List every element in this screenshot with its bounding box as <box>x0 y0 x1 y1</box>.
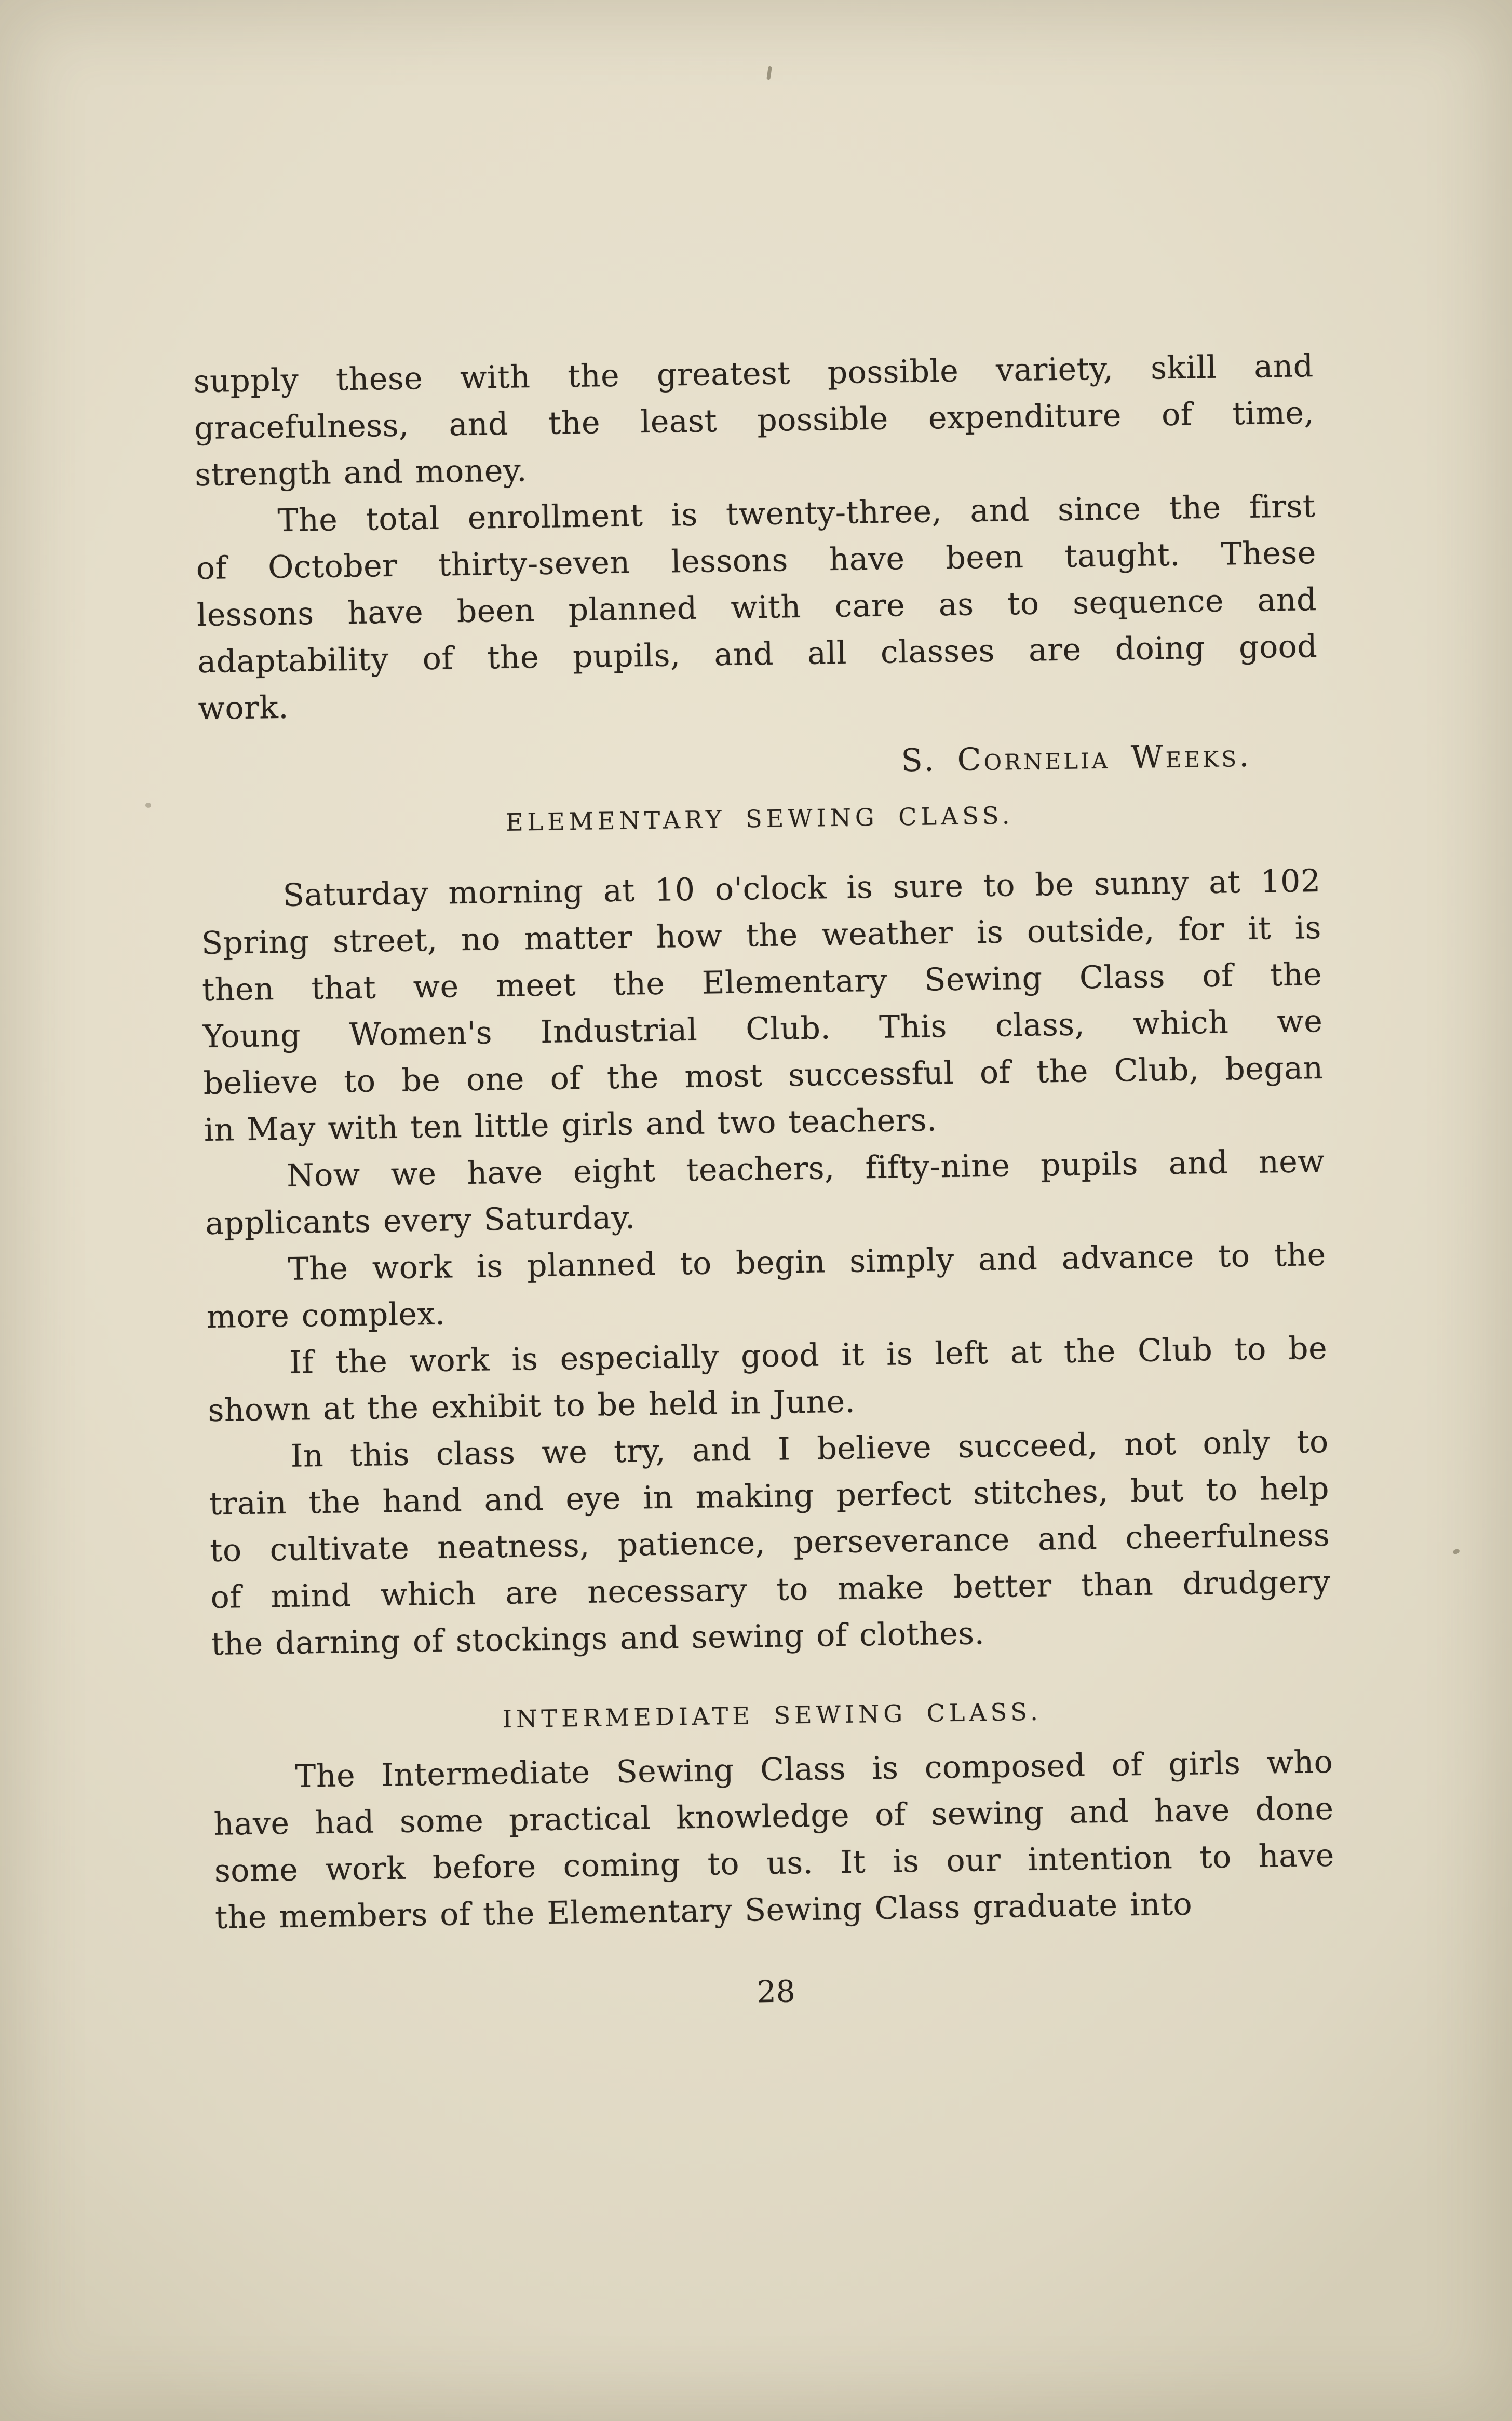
text-block <box>188 0 1342 2421</box>
paragraph <box>206 1232 1327 1341</box>
text-line: the members of the Elementary Sewing Class graduate into <box>214 1886 1193 1936</box>
text-line: Spring street, no matter how the weather is outside, for it is <box>201 909 1322 962</box>
section-heading-elementary: ELEMENTARY SEWING CLASS. <box>505 801 1014 836</box>
text-line: shown at the exhibit to be held in June. <box>208 1383 856 1429</box>
paragraph <box>195 483 1318 732</box>
paragraph <box>208 1418 1331 1668</box>
scan-speck <box>1452 1548 1460 1555</box>
paragraph-continuation <box>193 343 1315 498</box>
text-line: work. <box>198 689 289 727</box>
text-line: gracefulness, and the least possible expenditure of time, <box>194 395 1315 447</box>
text-line: In this class we try, and I believe succeed, not only to <box>290 1423 1329 1475</box>
text-line: more complex. <box>206 1295 446 1336</box>
scan-speck <box>145 803 151 808</box>
text-line: then that we meet the Elementary Sewing Class of the <box>201 956 1322 1009</box>
paragraph <box>213 1739 1335 1941</box>
text-line: supply these with the greatest possible variety, skill and <box>193 348 1314 400</box>
text-line: train the hand and eye in making perfect stitches, but to help <box>209 1470 1330 1522</box>
text-line: lessons have been planned with care as to sequence and <box>196 581 1317 634</box>
text-line: If the work is especially good it is left at the Club to be <box>289 1330 1328 1381</box>
text-line: of mind which are necessary to make better than drudgery <box>210 1563 1331 1616</box>
text-line: The work is planned to begin simply and advance to the <box>288 1236 1327 1288</box>
text-line: The total enrollment is twenty-three, and since the first <box>277 488 1316 539</box>
text-line: The Intermediate Sewing Class is composed of girls who <box>294 1743 1333 1795</box>
text-line: to cultivate neatness, patience, perseverance and cheerfulness <box>209 1517 1330 1569</box>
text-line: Now we have eight teachers, fifty-nine pupils and new <box>286 1143 1325 1194</box>
paragraph <box>200 858 1324 1154</box>
text-line: believe to be one of the most successful of the Club, began <box>203 1049 1324 1102</box>
author-signature: S. Cornelia Weeks. <box>901 737 1252 779</box>
text-line: in May with ten little girls and two teachers. <box>204 1102 938 1149</box>
text-line: applicants every Saturday. <box>205 1199 636 1242</box>
text-line: strength and money. <box>194 452 528 494</box>
text-line: Saturday morning at 10 o'clock is sure to be sunny at 102 <box>282 862 1321 914</box>
paragraph <box>207 1325 1328 1434</box>
text-line: have had some practical knowledge of sewing and have done <box>213 1790 1334 1843</box>
paragraph <box>205 1138 1326 1247</box>
section-heading-intermediate: INTERMEDIATE SEWING CLASS. <box>502 1697 1043 1734</box>
text-line: of October thirty-seven lessons have been taught. These <box>196 535 1317 587</box>
text-line: some work before coming to us. It is our intention to have <box>214 1837 1335 1889</box>
text-line: Young Women's Industrial Club. This class, which we <box>202 1003 1323 1056</box>
page-number: 28 <box>757 1973 796 2010</box>
text-line: the darning of stockings and sewing of clothes. <box>211 1615 985 1662</box>
text-line: adaptability of the pupils, and all classes are doing good <box>197 628 1318 681</box>
